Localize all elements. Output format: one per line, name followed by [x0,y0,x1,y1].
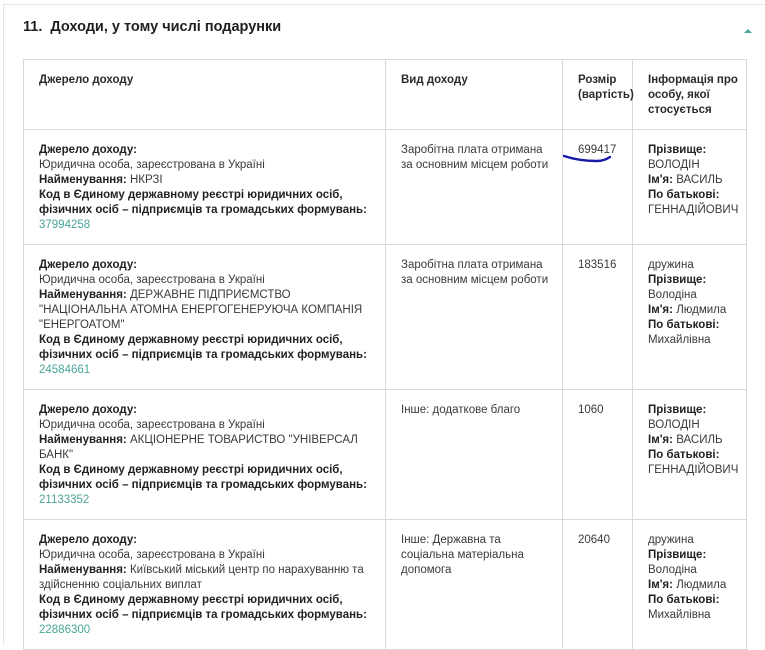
firstname-label: Ім'я: [648,304,673,316]
registry-code-link[interactable]: 37994258 [39,219,91,231]
chevron-up-icon[interactable] [743,27,753,35]
header-type: Вид доходу [386,60,563,130]
surname-label: Прізвище: [648,549,707,561]
name-label: Найменування: [39,289,127,301]
source-cell [24,130,386,245]
income-table [23,59,747,650]
table-row [24,245,747,390]
surname-label: Прізвище: [648,274,707,286]
registry-code-link[interactable]: 24584661 [39,364,91,376]
surname-value: Володіна [648,564,697,576]
source-label: Джерело доходу: [39,534,137,546]
name-label: Найменування: [39,564,127,576]
header-amount: Розмір (вартість) [563,60,633,130]
name-value: Київський міський центр по нарахуванню та здійсненню соціальних виплат [39,564,364,591]
source-label: Джерело доходу: [39,259,137,271]
patronymic-label: По батькові: [648,594,720,606]
header-source: Джерело доходу [24,60,386,130]
source-value: Юридична особа, зареєстрована в Україні [39,549,265,561]
name-label: Найменування: [39,174,127,186]
patronymic-value: ГЕННАДІЙОВИЧ [648,204,739,216]
registry-code-link[interactable]: 21133352 [39,494,90,506]
firstname-value: ВАСИЛЬ [676,174,723,186]
amount-value: 183516 [563,245,633,390]
table-header-row [24,60,747,130]
person-cell [633,130,747,245]
name-label: Найменування: [39,434,127,446]
code-label: Код в Єдиному державному реєстрі юридичних осіб, фізичних осіб – підприємців та громадських формувань: [39,189,367,216]
amount-value: 1060 [563,390,633,520]
source-value: Юридична особа, зареєстрована в Україні [39,274,265,286]
code-label: Код в Єдиному державному реєстрі юридичних осіб, фізичних осіб – підприємців та громадських формувань: [39,464,367,491]
amount-cell [563,130,633,245]
surname-value: ВОЛОДІН [648,419,700,431]
section-title[interactable] [23,19,281,35]
registry-code-link[interactable]: 22886300 [39,624,91,636]
code-label: Код в Єдиному державному реєстрі юридичних осіб, фізичних осіб – підприємців та громадських формувань: [39,334,367,361]
amount-value: 699417 [578,144,617,156]
firstname-value: ВАСИЛЬ [676,434,723,446]
patronymic-label: По батькові: [648,319,720,331]
name-value: ДЕРЖАВНЕ ПІДПРИЄМСТВО "НАЦІОНАЛЬНА АТОМНА ЕНЕРГОГЕНЕРУЮЧА КОМПАНІЯ "ЕНЕРГОАТОМ" [39,289,363,331]
firstname-value: Людмила [676,579,727,591]
source-label: Джерело доходу: [39,144,137,156]
income-type: Заробітна плата отримана за основним місцем роботи [386,130,563,245]
person-cell [633,245,747,390]
surname-value: Володіна [648,289,697,301]
surname-value: ВОЛОДІН [648,159,700,171]
income-type: Інше: Державна та соціальна матеріальна допомога [386,520,563,650]
source-cell [24,390,386,520]
person-cell [633,390,747,520]
source-cell [24,520,386,650]
source-value: Юридична особа, зареєстрована в Україні [39,419,265,431]
relation-value: дружина [648,534,694,546]
amount-value: 20640 [563,520,633,650]
surname-label: Прізвище: [648,144,707,156]
header-person: Інформація про особу, якої стосується [633,60,747,130]
income-type: Заробітна плата отримана за основним місцем роботи [386,245,563,390]
firstname-value: Людмила [676,304,727,316]
firstname-label: Ім'я: [648,434,673,446]
code-label: Код в Єдиному державному реєстрі юридичних осіб, фізичних осіб – підприємців та громадських формувань: [39,594,367,621]
income-type: Інше: додаткове благо [386,390,563,520]
source-label: Джерело доходу: [39,404,137,416]
source-cell [24,245,386,390]
table-row [24,520,747,650]
surname-label: Прізвище: [648,404,707,416]
patronymic-value: ГЕННАДІЙОВИЧ [648,464,739,476]
firstname-label: Ім'я: [648,579,673,591]
name-value: АКЦІОНЕРНЕ ТОВАРИСТВО "УНІВЕРСАЛ БАНК" [39,434,358,461]
patronymic-label: По батькові: [648,189,720,201]
table-row [24,390,747,520]
patronymic-label: По батькові: [648,449,720,461]
table-row [24,130,747,245]
section-title-text: Доходи, у тому числі подарунки [50,19,282,35]
firstname-label: Ім'я: [648,174,673,186]
person-cell [633,520,747,650]
section-number: 11. [23,19,43,35]
patronymic-value: Михайлівна [648,334,711,346]
relation-value: дружина [648,259,694,271]
name-value: НКРЗІ [129,174,163,186]
source-value: Юридична особа, зареєстрована в Україні [39,159,265,171]
patronymic-value: Михайлівна [648,609,711,621]
